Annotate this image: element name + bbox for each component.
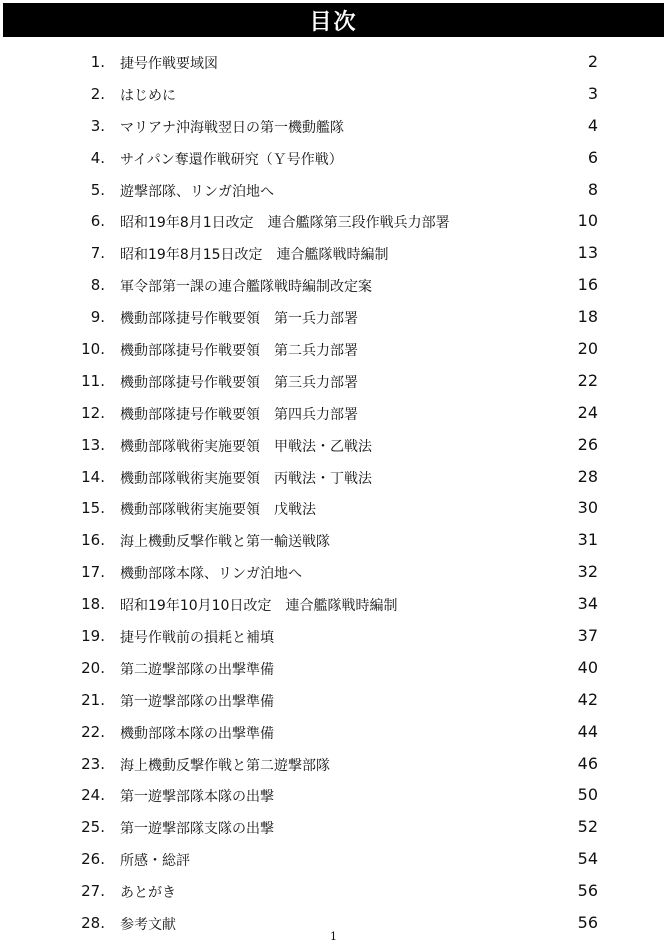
toc-entry[interactable] (0, 142, 667, 174)
toc-entry[interactable] (0, 875, 667, 907)
toc-entry-page: 20 (577, 339, 598, 359)
toc-entry-page: 30 (577, 498, 598, 518)
toc-entry-number: 15. (81, 499, 105, 518)
toc-entry-number: 6. (90, 212, 105, 231)
toc-entry-page: 24 (577, 402, 598, 422)
toc-entry-title: 第一遊撃部隊本隊の出撃 (120, 789, 274, 806)
toc-entry[interactable] (0, 779, 667, 811)
toc-entry-page: 18 (577, 307, 598, 327)
toc-entry-title: 所感・総評 (120, 853, 190, 870)
toc-entry-title: 第二遊撃部隊の出撃準備 (120, 661, 274, 678)
toc-entry-title: 参考文献 (120, 917, 176, 934)
toc-entry-number: 27. (81, 882, 105, 901)
toc-entry-number: 23. (81, 754, 105, 773)
toc-entry-title: 昭和19年8月1日改定 連合艦隊第三段作戦兵力部署 (120, 215, 450, 232)
toc-entry[interactable] (0, 429, 667, 461)
toc-entry-page: 42 (577, 689, 598, 709)
toc-entry-number: 18. (81, 595, 105, 614)
toc-entry-title: 機動部隊捷号作戦要領 第一兵力部署 (120, 311, 358, 328)
toc-entry-page: 34 (577, 594, 598, 614)
toc-entry-number: 5. (90, 180, 105, 199)
toc-entry[interactable] (0, 811, 667, 843)
toc-entry-title: 海上機動反撃作戦と第二遊撃部隊 (120, 757, 330, 774)
toc-entry-page: 56 (577, 913, 598, 933)
toc-entry-number: 11. (81, 371, 105, 390)
toc-entry[interactable] (0, 110, 667, 142)
toc-entry-page: 28 (577, 466, 598, 486)
toc-entry[interactable] (0, 556, 667, 588)
toc-entry-title: あとがき (120, 885, 176, 902)
toc-entry[interactable] (0, 684, 667, 716)
toc-entry-number: 14. (81, 467, 105, 486)
toc-entry-title: 海上機動反撃作戦と第一輸送戦隊 (120, 534, 330, 551)
toc-entry-number: 28. (81, 914, 105, 933)
toc-entry-title: 捷号作戦前の損耗と補填 (120, 630, 274, 647)
page-number: 1 (330, 930, 337, 943)
toc-entry[interactable] (0, 748, 667, 780)
toc-entry-title: 機動部隊捷号作戦要領 第四兵力部署 (120, 406, 358, 423)
toc-entry-page: 40 (577, 657, 598, 677)
toc-entry-number: 17. (81, 563, 105, 582)
toc-entry-title: 第一遊撃部隊支隊の出撃 (120, 821, 274, 838)
toc-entry-title: 捷号作戦要域図 (120, 56, 218, 72)
toc-entry-page: 2 (587, 52, 598, 71)
toc-entry-number: 12. (81, 403, 105, 422)
toc-entry[interactable] (0, 652, 667, 684)
toc-entry-number: 19. (81, 627, 105, 646)
toc-entry[interactable] (0, 397, 667, 429)
toc-entry[interactable] (0, 301, 667, 333)
toc-entry-title: はじめに (120, 87, 176, 104)
toc-entry-page: 32 (577, 562, 598, 582)
toc-entry-page: 44 (577, 721, 598, 741)
toc-entry-page: 10 (577, 211, 598, 231)
table-of-contents (0, 46, 667, 939)
toc-entry-title: 遊撃部隊、リンガ泊地へ (120, 183, 274, 200)
toc-entry-page: 22 (577, 370, 598, 390)
page-title: 目次 (309, 9, 358, 35)
toc-entry[interactable] (0, 716, 667, 748)
toc-entry[interactable] (0, 78, 667, 110)
toc-entry-page: 16 (577, 275, 598, 295)
toc-entry-number: 8. (90, 276, 105, 295)
toc-entry-number: 25. (81, 818, 105, 837)
toc-entry-title: 機動部隊本隊、リンガ泊地へ (120, 566, 302, 583)
toc-entry-page: 46 (577, 753, 598, 773)
toc-entry-title: 軍令部第一課の連合艦隊戦時編制改定案 (120, 279, 372, 296)
toc-entry-page: 54 (577, 849, 598, 869)
toc-entry-page: 50 (577, 785, 598, 805)
toc-entry[interactable] (0, 620, 667, 652)
toc-entry-number: 7. (90, 244, 105, 263)
toc-entry-number: 22. (81, 722, 105, 741)
toc-entry-page: 13 (577, 243, 598, 263)
toc-entry-title: 機動部隊捷号作戦要領 第二兵力部署 (120, 343, 358, 360)
toc-entry-number: 10. (81, 340, 105, 359)
toc-entry-page: 6 (587, 147, 598, 167)
toc-entry[interactable] (0, 461, 667, 493)
toc-entry[interactable] (0, 333, 667, 365)
toc-entry[interactable] (0, 205, 667, 237)
toc-entry-title: 昭和19年8月15日改定 連合艦隊戦時編制 (120, 247, 389, 264)
toc-entry[interactable] (0, 588, 667, 620)
toc-entry-title: サイパン奪還作戦研究（Ｙ号作戦） (120, 151, 343, 168)
toc-entry-page: 37 (577, 626, 598, 646)
toc-entry-title: 第一遊撃部隊の出撃準備 (120, 693, 274, 710)
toc-entry-number: 3. (90, 116, 105, 135)
toc-entry-page: 3 (587, 83, 598, 103)
toc-entry-page: 56 (577, 881, 598, 901)
toc-entry-page: 8 (587, 179, 598, 199)
toc-entry[interactable] (0, 269, 667, 301)
title-bar (3, 3, 664, 37)
toc-entry-number: 26. (81, 850, 105, 869)
toc-entry[interactable] (0, 492, 667, 524)
toc-entry-page: 26 (577, 434, 598, 454)
toc-entry-title: 機動部隊本隊の出撃準備 (120, 725, 274, 742)
toc-entry[interactable] (0, 843, 667, 875)
toc-entry-page: 31 (577, 530, 598, 550)
toc-entry-title: 機動部隊戦術実施要領 丙戦法・丁戦法 (120, 470, 372, 487)
toc-entry-title: 機動部隊捷号作戦要領 第三兵力部署 (120, 374, 358, 391)
toc-entry-page: 4 (587, 115, 598, 135)
toc-entry[interactable] (0, 524, 667, 556)
toc-entry[interactable] (0, 237, 667, 269)
toc-entry[interactable] (0, 365, 667, 397)
toc-entry[interactable] (0, 174, 667, 206)
toc-entry-number: 1. (90, 53, 105, 71)
toc-entry-number: 21. (81, 690, 105, 709)
toc-entry-number: 4. (90, 148, 105, 167)
toc-entry-number: 20. (81, 658, 105, 677)
toc-entry[interactable] (0, 46, 667, 78)
toc-entry-number: 9. (90, 308, 105, 327)
toc-entry-title: 機動部隊戦術実施要領 戊戦法 (120, 502, 316, 519)
toc-entry-title: 昭和19年10月10日改定 連合艦隊戦時編制 (120, 598, 398, 615)
toc-entry-title: 機動部隊戦術実施要領 甲戦法・乙戦法 (120, 438, 372, 455)
toc-entry-page: 52 (577, 817, 598, 837)
toc-entry-number: 2. (90, 84, 105, 103)
toc-entry-number: 24. (81, 786, 105, 805)
toc-entry-number: 16. (81, 531, 105, 550)
toc-entry-number: 13. (81, 435, 105, 454)
toc-entry-title: マリアナ沖海戦翌日の第一機動艦隊 (120, 119, 344, 136)
